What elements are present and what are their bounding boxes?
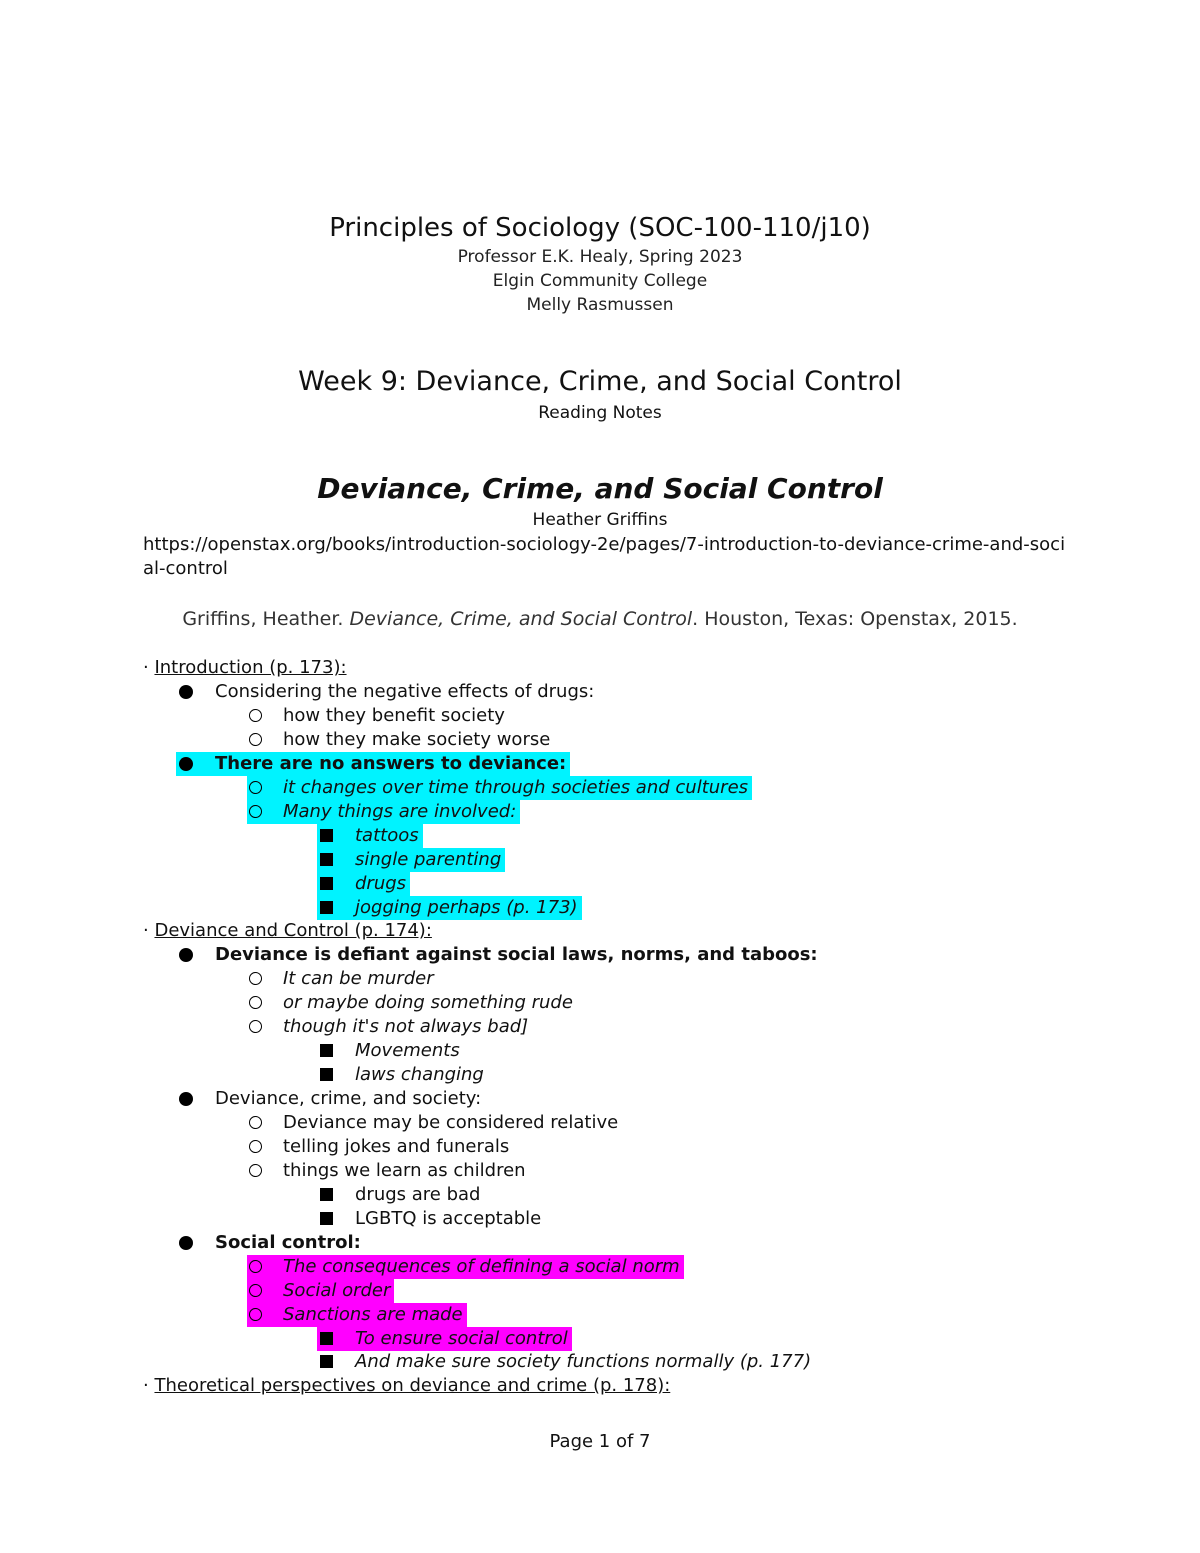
item-text: LGBTQ is acceptable xyxy=(355,1208,542,1229)
bullet-circle-icon xyxy=(249,709,262,722)
item-text: To ensure social control xyxy=(355,1328,568,1349)
reading-notes-subtitle: Reading Notes xyxy=(538,403,662,423)
item-text: Many things are involved: xyxy=(283,801,517,822)
list-item xyxy=(247,776,752,800)
citation-prefix: Griffins, Heather. xyxy=(182,608,350,630)
item-text: jogging perhaps (p. 173) xyxy=(355,897,578,918)
bullet-square-icon xyxy=(320,829,333,842)
list-item xyxy=(247,1159,526,1183)
item-text: or maybe doing something rude xyxy=(283,992,573,1013)
list-item xyxy=(247,1279,394,1303)
item-text: how they benefit society xyxy=(283,705,505,726)
bullet-circle-icon xyxy=(249,1260,262,1273)
bullet-square-icon xyxy=(320,877,333,890)
highlighted-text xyxy=(176,752,570,776)
bullet-square-icon xyxy=(320,1355,333,1368)
source-url[interactable]: https://openstax.org/books/introduction-sociology-2e/pages/7-introduction-to-deviance-crime-and-social-control xyxy=(143,534,1066,579)
highlighted-text xyxy=(317,896,582,920)
bullet-circle-icon xyxy=(249,1020,262,1033)
list-item xyxy=(176,680,594,704)
section-theoretical-perspectives xyxy=(143,1374,670,1398)
list-item xyxy=(317,1327,572,1351)
list-item xyxy=(317,848,505,872)
item-text: it changes over time through societies and cultures xyxy=(283,777,749,798)
section-introduction xyxy=(143,656,347,680)
bullet-square-icon xyxy=(320,1068,333,1081)
page-number: Page 1 of 7 xyxy=(549,1431,651,1452)
highlighted-text xyxy=(247,776,752,800)
list-item xyxy=(176,1087,481,1111)
citation xyxy=(0,608,1200,630)
bullet-circle-icon xyxy=(249,781,262,794)
list-item xyxy=(317,1039,460,1063)
highlighted-text xyxy=(247,1255,684,1279)
bullet-circle-icon xyxy=(249,805,262,818)
item-text: how they make society worse xyxy=(283,729,551,750)
course-title: Principles of Sociology (SOC-100-110/j10) xyxy=(329,213,871,243)
item-text: It can be murder xyxy=(283,968,434,989)
list-item xyxy=(247,800,520,824)
item-text: single parenting xyxy=(355,849,502,870)
highlighted-text xyxy=(317,848,505,872)
highlighted-text xyxy=(317,872,410,896)
bullet-circle-icon xyxy=(249,733,262,746)
week-title: Week 9: Deviance, Crime, and Social Control xyxy=(298,366,902,397)
item-text: Movements xyxy=(355,1040,460,1061)
list-item xyxy=(317,824,423,848)
bullet-circle-icon xyxy=(249,1308,262,1321)
item-text: The consequences of defining a social norm xyxy=(283,1256,680,1277)
item-text: Considering the negative effects of drugs: xyxy=(215,681,595,702)
item-text: tattoos xyxy=(355,825,419,846)
item-text: laws changing xyxy=(355,1064,484,1085)
list-item xyxy=(247,728,550,752)
item-text: There are no answers to deviance: xyxy=(215,753,567,774)
item-text: telling jokes and funerals xyxy=(283,1136,510,1157)
list-item xyxy=(176,943,818,967)
highlighted-text xyxy=(247,800,520,824)
item-text: things we learn as children xyxy=(283,1160,526,1181)
list-item xyxy=(247,967,434,991)
professor-line: Professor E.K. Healy, Spring 2023 xyxy=(457,247,743,267)
highlighted-text xyxy=(247,1303,467,1327)
bullet-square-icon xyxy=(320,1188,333,1201)
list-item xyxy=(176,752,570,776)
item-text: Social control: xyxy=(215,1232,361,1253)
student-name: Melly Rasmussen xyxy=(526,295,674,315)
bullet-square-icon xyxy=(320,901,333,914)
list-item xyxy=(317,1207,541,1231)
item-text: Social order xyxy=(283,1280,391,1301)
section-marker: · xyxy=(143,1375,149,1396)
list-item xyxy=(247,1015,528,1039)
section-marker: · xyxy=(143,657,149,678)
bullet-dot-icon xyxy=(179,757,193,771)
item-text: Sanctions are made xyxy=(283,1304,463,1325)
list-item xyxy=(317,1183,480,1207)
list-item xyxy=(247,1111,618,1135)
bullet-circle-icon xyxy=(249,1284,262,1297)
bullet-circle-icon xyxy=(249,1164,262,1177)
section-marker: · xyxy=(143,920,149,941)
bullet-square-icon xyxy=(320,853,333,866)
highlighted-text xyxy=(247,1279,394,1303)
item-text: drugs are bad xyxy=(355,1184,481,1205)
college-name: Elgin Community College xyxy=(492,271,708,291)
item-text: Deviance, crime, and society: xyxy=(215,1088,482,1109)
list-item xyxy=(317,872,410,896)
item-text: And make sure society functions normally (p. 177) xyxy=(355,1351,812,1372)
bullet-dot-icon xyxy=(179,685,193,699)
item-text: Deviance may be considered relative xyxy=(283,1112,619,1133)
list-item xyxy=(247,991,573,1015)
citation-title: Deviance, Crime, and Social Control xyxy=(349,608,693,630)
item-text: drugs xyxy=(355,873,407,894)
item-text: though it's not always bad] xyxy=(283,1016,529,1037)
section-heading: Theoretical perspectives on deviance and crime (p. 178): xyxy=(154,1375,671,1396)
list-item xyxy=(317,1350,811,1374)
bullet-square-icon xyxy=(320,1212,333,1225)
highlighted-text xyxy=(317,1327,572,1351)
bullet-circle-icon xyxy=(249,996,262,1009)
list-item xyxy=(247,1255,684,1279)
bullet-dot-icon xyxy=(179,948,193,962)
section-deviance-control xyxy=(143,919,432,943)
bullet-circle-icon xyxy=(249,1140,262,1153)
citation-suffix: . Houston, Texas: Openstax, 2015. xyxy=(692,608,1018,630)
bullet-dot-icon xyxy=(179,1092,193,1106)
section-heading: Deviance and Control (p. 174): xyxy=(154,920,432,941)
list-item xyxy=(317,896,582,920)
bullet-dot-icon xyxy=(179,1236,193,1250)
list-item xyxy=(247,704,505,728)
list-item xyxy=(176,1231,361,1255)
list-item xyxy=(247,1135,509,1159)
article-title: Deviance, Crime, and Social Control xyxy=(317,472,883,505)
article-author: Heather Griffins xyxy=(532,510,668,530)
bullet-square-icon xyxy=(320,1332,333,1345)
list-item xyxy=(317,1063,484,1087)
bullet-circle-icon xyxy=(249,1116,262,1129)
highlighted-text xyxy=(317,824,423,848)
item-text: Deviance is defiant against social laws, norms, and taboos: xyxy=(215,944,818,965)
list-item xyxy=(247,1303,467,1327)
bullet-square-icon xyxy=(320,1044,333,1057)
section-heading: Introduction (p. 173): xyxy=(154,657,347,678)
bullet-circle-icon xyxy=(249,972,262,985)
